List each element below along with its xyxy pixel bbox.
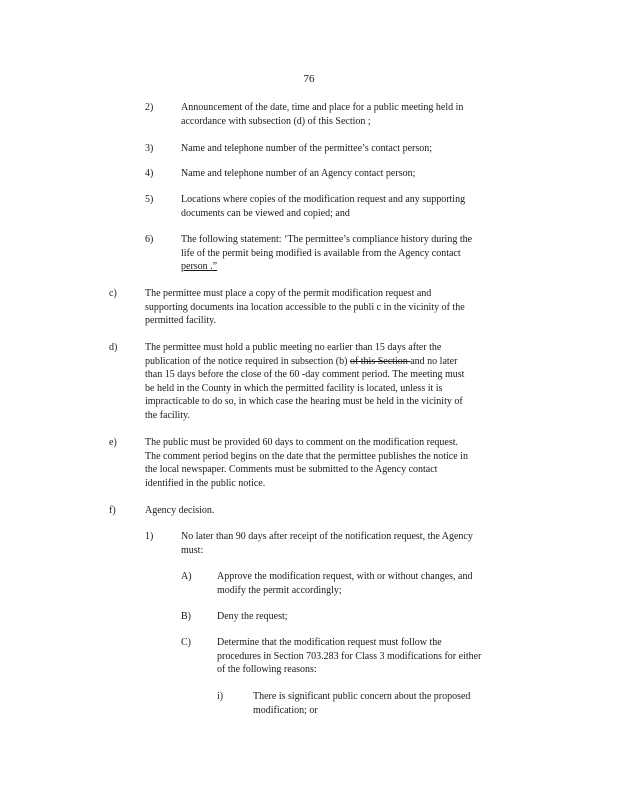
item-text-e <box>145 436 468 490</box>
text-line: The following statement: ‘The permittee’s compliance history during the <box>181 234 473 245</box>
item-label-A: A) <box>181 571 192 582</box>
text-line: documents can be viewed and copied; and <box>181 207 350 219</box>
item-label-C: C) <box>181 637 191 648</box>
item-label-c: c) <box>109 288 117 299</box>
item-label-6: 6) <box>145 234 154 245</box>
item-text-i <box>253 690 470 717</box>
item-label-f: f) <box>109 505 116 516</box>
text-line: supporting documents ina location accessible to the publi c in the vicinity of the <box>145 301 465 313</box>
text-fragment: and no later <box>410 355 458 367</box>
item-text-d <box>145 341 464 423</box>
text-line: be held in the County in which the permitted facility is located, unless it is <box>145 382 443 394</box>
text-line <box>145 355 464 369</box>
item-text-6 <box>181 233 472 274</box>
item-label-3: 3) <box>145 143 154 154</box>
text-line: impracticable to do so, in which case the hearing must be held in the vicinity of <box>145 396 463 408</box>
item-label-4: 4) <box>145 168 154 179</box>
struck-text: of this Section <box>349 355 411 367</box>
text-line: Name and telephone number of an Agency contact person; <box>181 168 416 179</box>
text-line: The permittee must hold a public meeting no earlier than 15 days after the <box>145 342 442 353</box>
text-line: There is significant public concern about the proposed <box>253 691 471 702</box>
item-text-f1 <box>181 530 473 557</box>
item-text-f <box>145 504 214 518</box>
item-text-2 <box>181 101 463 128</box>
text-line: The permittee must place a copy of the permit modification request and <box>145 288 432 299</box>
text-line: modify the permit accordingly; <box>217 584 342 596</box>
text-line: than 15 days before the close of the 60 -day comment period. The meeting must <box>145 369 465 381</box>
text-line: identified in the public notice. <box>145 477 266 489</box>
item-label-d: d) <box>109 342 118 353</box>
item-text-5 <box>181 193 465 220</box>
text-line: the facility. <box>145 409 190 421</box>
item-text-3 <box>181 142 432 156</box>
page-number: 76 <box>303 73 315 85</box>
text-line: Deny the request; <box>217 611 288 622</box>
item-label-5: 5) <box>145 194 154 205</box>
text-line: Locations where copies of the modification request and any supporting <box>181 194 466 205</box>
text-line: person .” <box>181 261 218 273</box>
item-text-B <box>217 610 288 624</box>
item-label-i: i) <box>217 691 224 702</box>
text-line: Approve the modification request, with or without changes, and <box>217 571 473 582</box>
text-line: the local newspaper. Comments must be submitted to the Agency contact <box>145 464 438 476</box>
item-label-2: 2) <box>145 102 154 113</box>
item-label-e: e) <box>109 437 117 448</box>
item-label-B: B) <box>181 611 191 622</box>
item-text-A <box>217 570 473 597</box>
text-line: Determine that the modification request must follow the <box>217 637 442 648</box>
text-line: Name and telephone number of the permittee’s contact person; <box>181 143 433 154</box>
item-label-f1: 1) <box>145 531 154 542</box>
text-line: life of the permit being modified is available from the Agency contact <box>181 247 461 259</box>
text-line: of the following reasons: <box>217 664 317 676</box>
item-text-C <box>217 636 481 677</box>
text-line: Announcement of the date, time and place for a public meeting held in <box>181 102 464 113</box>
text-line: accordance with subsection (d) of this Section ; <box>181 115 371 127</box>
text-line: modification; or <box>253 704 318 716</box>
text-line: must: <box>181 544 204 556</box>
item-text-c <box>145 287 465 328</box>
item-text-4 <box>181 167 415 181</box>
text-line: No later than 90 days after receipt of the notification request, the Agency <box>181 531 473 542</box>
text-line: Agency decision. <box>145 505 215 516</box>
text-line: The comment period begins on the date that the permittee publishes the notice in <box>145 450 468 462</box>
text-line: The public must be provided 60 days to comment on the modification request. <box>145 437 458 448</box>
text-line: procedures in Section 703.283 for Class 3 modifications for either <box>217 650 482 662</box>
text-fragment: publication of the notice required in subsection (b) <box>145 355 350 367</box>
text-line: permitted facility. <box>145 315 216 327</box>
